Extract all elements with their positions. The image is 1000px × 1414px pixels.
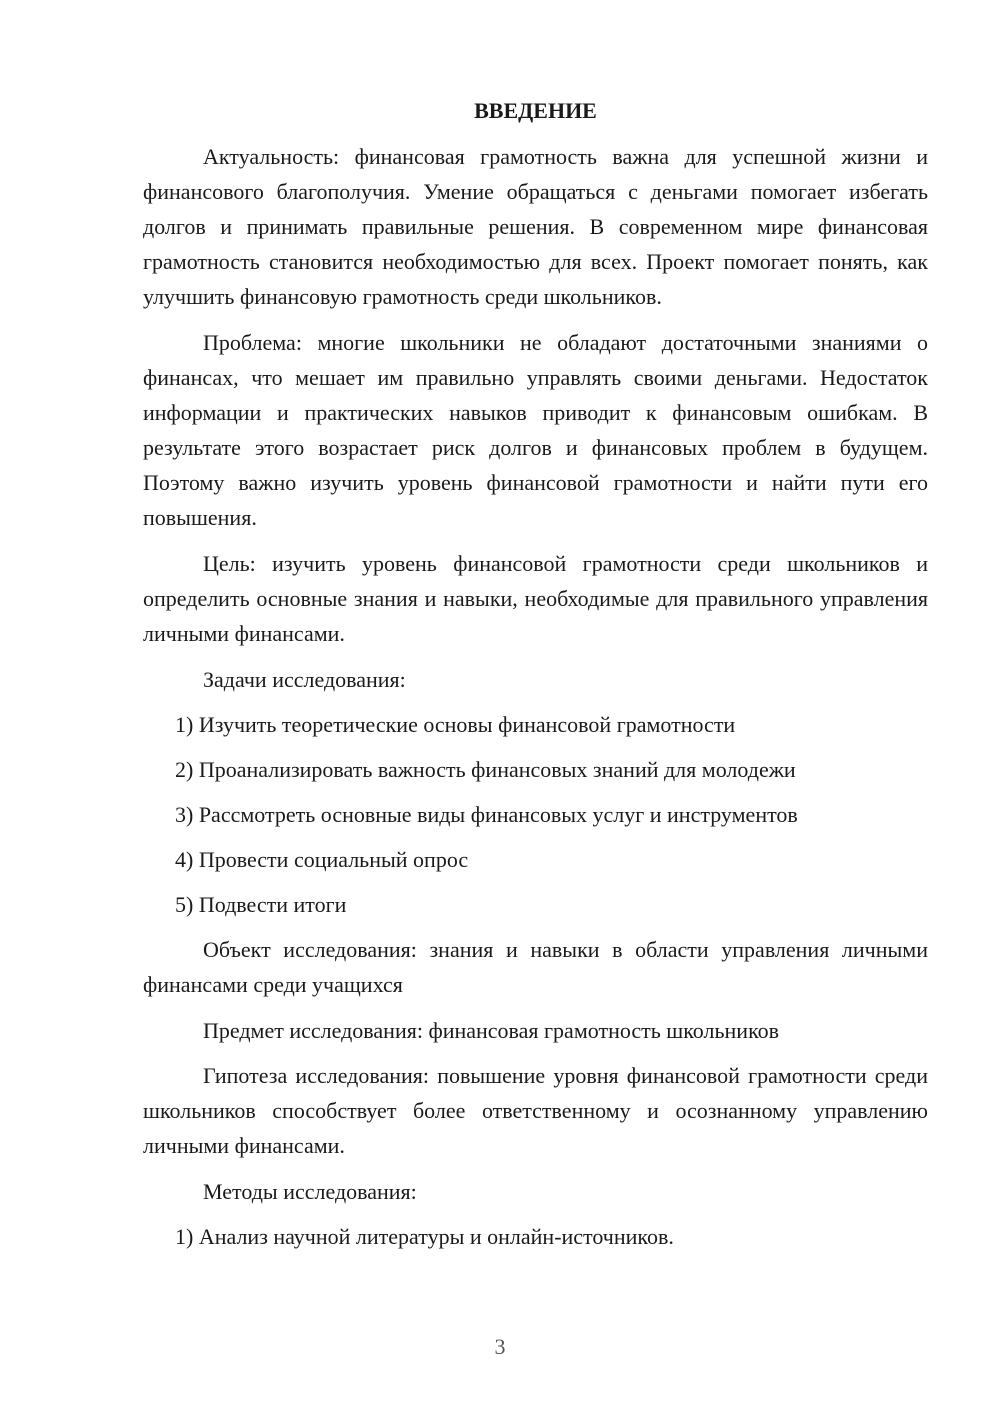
object-paragraph: Объект исследования: знания и навыки в области управления личными финансами среди учащихся	[143, 937, 928, 997]
method-item: 1) Анализ научной литературы и онлайн-источников.	[175, 1224, 674, 1249]
task-item: 5) Подвести итоги	[175, 892, 347, 917]
methods-list	[143, 1219, 928, 1254]
hypothesis-paragraph: Гипотеза исследования: повышение уровня финансовой грамотности среди школьников способствует более ответственному и осознанному управлению личными финансами.	[143, 1063, 928, 1158]
goal-paragraph: Цель: изучить уровень финансовой грамотности среди школьников и определить основные знания и навыки, необходимые для правильного управления личными финансами.	[143, 551, 928, 646]
document-page	[143, 96, 928, 1264]
task-item: 4) Провести социальный опрос	[175, 847, 469, 872]
tasks-label: Задачи исследования:	[203, 667, 406, 692]
methods-label: Методы исследования:	[203, 1179, 417, 1204]
task-item: 2) Проанализировать важность финансовых знаний для молодежи	[175, 757, 796, 782]
subject-paragraph: Предмет исследования: финансовая грамотность школьников	[203, 1018, 780, 1043]
relevance-paragraph: Актуальность: финансовая грамотность важна для успешной жизни и финансового благополучия. Умение обращаться с деньгами помогает избегать долгов и принимать правильные решения. В современном мире финансовая грамотность становится необходимостью для всех. Проект помогает понять, как улучшить финансовую грамотность среди школьников.	[143, 144, 928, 309]
section-heading: ВВЕДЕНИЕ	[474, 98, 597, 123]
tasks-list	[143, 707, 928, 922]
task-item: 3) Рассмотреть основные виды финансовых услуг и инструментов	[175, 802, 798, 827]
problem-paragraph: Проблема: многие школьники не обладают достаточными знаниями о финансах, что мешает им правильно управлять своими деньгами. Недостаток информации и практических навыков приводит к финансовым ошибкам. В результате этого возрастает риск долгов и финансовых проблем в будущем. Поэтому важно изучить уровень финансовой грамотности и найти пути его повышения.	[143, 330, 928, 530]
page-number: 3	[494, 1334, 506, 1359]
task-item: 1) Изучить теоретические основы финансовой грамотности	[175, 712, 736, 737]
